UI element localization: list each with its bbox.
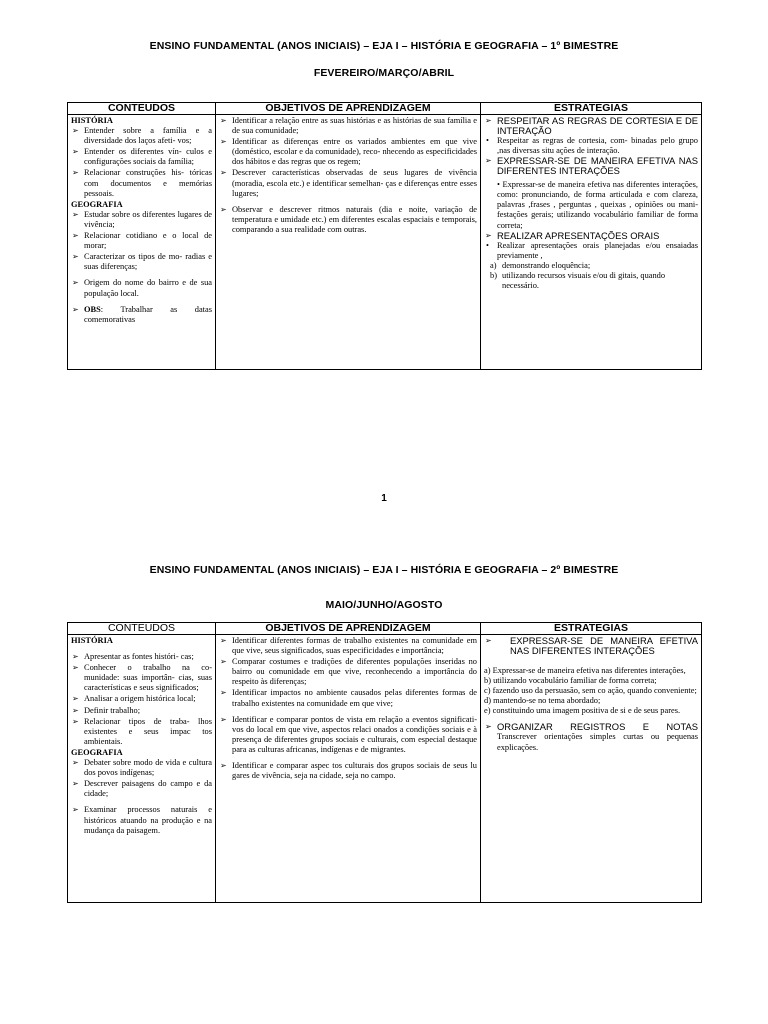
page1-table [67, 102, 702, 370]
list-item: ➢ Origem do nome do bairro e de sua população local. [71, 278, 212, 298]
estrategia-heading: ➢ RESPEITAR AS REGRAS DE CORTESIA E DE INTERAÇÃO [484, 116, 698, 136]
list-item: ➢ Identificar diferentes formas de trabalho existentes na comunidade em que vive, seus significados, suas especificidades e importância; [219, 636, 477, 656]
list-item: ➢ Debater sobre modo de vida e cultura dos povos indígenas; [71, 758, 212, 778]
list-item: ➢ Analisar a origem histórica local; [71, 694, 212, 704]
estrategia-heading: ➢ EXPRESSAR-SE DE MANEIRA EFETIVA NAS DIFERENTES INTERAÇÕES [484, 156, 698, 176]
list-item: ➢ Identificar e comparar pontos de vista em relação a eventos significati- vos do local em que vive, aspectos relaci onados a condições sociais e à presença de diferentes grupos sociais e culturais, com especial destaque para as culturas africanas, indígenas e de migrantes. [219, 715, 477, 755]
sub-item [484, 271, 698, 291]
geografia-label: GEOGRAFIA [71, 199, 123, 209]
estrategia-text: • Expressar-se de maneira efetiva nas diferentes interações, como: pronunciando, de forma articulada e com clareza, palavras ,frases , perguntas , queixas , opiniões ou mani- festações gerais; utilizando vocabulário familiar de forma correta; [497, 180, 699, 230]
list-item: ➢ Entender os diferentes vín- culos e configurações sociais da família; [71, 147, 212, 167]
estrategia-bullet: • Realizar apresentações orais planejadas e/ou ensaiadas previamente , [484, 241, 698, 261]
estrategia-heading: ➢ REALIZAR APRESENTAÇÕES ORAIS [484, 231, 698, 241]
page2-estrategias-cell [481, 635, 702, 903]
list-item: ➢ Observar e descrever ritmos naturais (dia e noite, variação de temperatura e umidade etc.) em diferentes escalas espaciais e temporais, comparando a sua realidade com outras. [219, 205, 477, 235]
list-item: ➢ Examinar processos naturais e históricos atuando na produção e na mudança da paisagem. [71, 805, 212, 835]
list-item: ➢ Identificar a relação entre as suas histórias e as histórias de sua família e de sua comunidade; [219, 116, 477, 136]
objetivos-list [219, 636, 477, 781]
page2-table [67, 622, 702, 903]
obs-text: : Trabalhar as datas comemorativas [84, 304, 212, 324]
page1-title: ENSINO FUNDAMENTAL (ANOS INICIAIS) – EJA I – HISTÓRIA E GEOGRAFIA – 1º BIMESTRE [149, 40, 619, 52]
geografia-list [71, 210, 212, 325]
list-item: ➢ Definir trabalho; [71, 706, 212, 716]
list-item: ➢ Caracterizar os tipos de mo- radias e suas diferenças; [71, 252, 212, 272]
sub-item [484, 261, 698, 271]
estrategia-item: a) Expressar-se de maneira efetiva nas diferentes interações, [484, 666, 686, 675]
header-conteudos: CONTEUDOS [68, 623, 216, 635]
page-number: 1 [381, 493, 387, 504]
list-item: ➢ Estudar sobre os diferentes lugares de vivência; [71, 210, 212, 230]
list-item: ➢ Entender sobre a família e a diversidade dos laços afeti- vos; [71, 126, 212, 146]
header-estrategias: ESTRATEGIAS [481, 623, 702, 635]
estrategia-text-body: Expressar-se de maneira efetiva nas diferentes interações, como: pronunciando, de forma articulada e com clareza, palavras ,frases , perguntas , queixas , opiniões ou mani- festações gerais; utilizando vocabulário familiar de forma correta; [497, 180, 699, 230]
estrategia-item: e) constituindo uma imagem positiva de si e de seus pares. [484, 706, 681, 716]
page1-months: FEVEREIRO/MARÇO/ABRIL [313, 67, 455, 79]
obs-label: OBS [84, 304, 101, 314]
page2-title: ENSINO FUNDAMENTAL (ANOS INICIAIS) – EJA I – HISTÓRIA E GEOGRAFIA – 2º BIMESTRE [149, 564, 619, 576]
header-estrategias: ESTRATEGIAS [481, 103, 702, 115]
historia-list [71, 652, 212, 747]
sub-text: utilizando recursos visuais e/ou di gitais, quando necessário. [502, 270, 666, 291]
list-item: ➢ Relacionar tipos de traba- lhos existentes e seus impac tos ambientais. [71, 717, 212, 747]
estrategia-text: Transcrever orientações simples curtas ou pequenas explicações. [497, 732, 698, 752]
geografia-label: GEOGRAFIA [71, 747, 123, 757]
estrategia-item: b) utilizando vocabulário familiar de forma correta; [484, 676, 657, 686]
sub-label: a) [490, 260, 497, 270]
list-item: ➢ Relacionar cotidiano e o local de morar; [71, 231, 212, 251]
header-objetivos: OBJETIVOS DE APRENDIZAGEM [216, 103, 481, 115]
list-item: ➢ Relacionar construções his- tóricas com documentos e memórias pessoais. [71, 168, 212, 198]
page1-conteudos-cell [68, 115, 216, 370]
page1-estrategias-cell [481, 115, 702, 370]
sub-label: b) [490, 270, 497, 280]
estrategia-bullet: • Respeitar as regras de cortesia, com- binadas pelo grupo ,nas diversas situ ações de interação. [484, 136, 698, 156]
historia-label: HISTÓRIA [71, 636, 113, 645]
page2-conteudos-cell [68, 635, 216, 903]
page1-objetivos-cell [216, 115, 481, 370]
historia-label: HISTÓRIA [71, 116, 113, 125]
objetivos-list [219, 116, 477, 235]
estrategia-heading: ➢ ORGANIZAR REGISTROS E NOTAS [484, 722, 698, 732]
list-item: ➢ Descrever paisagens do campo e da cidade; [71, 779, 212, 799]
estrategia-item: c) fazendo uso da persuasão, sem co ação, quando conveniente; [484, 686, 697, 696]
page2-objetivos-cell [216, 635, 481, 903]
sub-text: demonstrando eloquência; [502, 260, 591, 270]
geografia-list [71, 758, 212, 836]
list-item: ➢ Identificar e comparar aspec tos culturais dos grupos sociais de seus lu gares de vivência, seja na cidade, seja no campo. [219, 761, 477, 781]
page2-months: MAIO/JUNHO/AGOSTO [325, 599, 443, 611]
obs-item [71, 305, 212, 325]
list-item: ➢ Comparar costumes e tradições de diferentes populações inseridas no bairro ou comunidade em que vive, reconhecendo a importância do respeito às diferenças; [219, 657, 477, 687]
header-objetivos: OBJETIVOS DE APRENDIZAGEM [216, 623, 481, 635]
list-item: ➢ Identificar as diferenças entre os variados ambientes em que vive (doméstico, escolar e da comunidade), reco- nhecendo as especificidades dos hábitos e das regras que os regem; [219, 137, 477, 167]
list-item: ➢ Apresentar as fontes históri- cas; [71, 652, 212, 662]
historia-list [71, 126, 212, 199]
estrategia-item: d) mantendo-se no tema abordado; [484, 696, 601, 706]
list-item: ➢ Conhecer o trabalho na co- munidade: suas importân- cias, suas características e seus significados; [71, 663, 212, 693]
list-item: ➢ Identificar impactos no ambiente causados pelas diferentes formas de trabalho existentes na comunidade em que vive; [219, 688, 477, 708]
list-item: ➢ Descrever características observadas de seus lugares de vivência (moradia, escola etc.) e identificar semelhan- ças e diferenças entre esses lugares; [219, 168, 477, 198]
estrategia-heading: ➢ EXPRESSAR-SE DE MANEIRA EFETIVA NAS DIFERENTES INTERAÇÕES [484, 636, 698, 656]
header-conteudos: CONTEUDOS [68, 103, 216, 115]
